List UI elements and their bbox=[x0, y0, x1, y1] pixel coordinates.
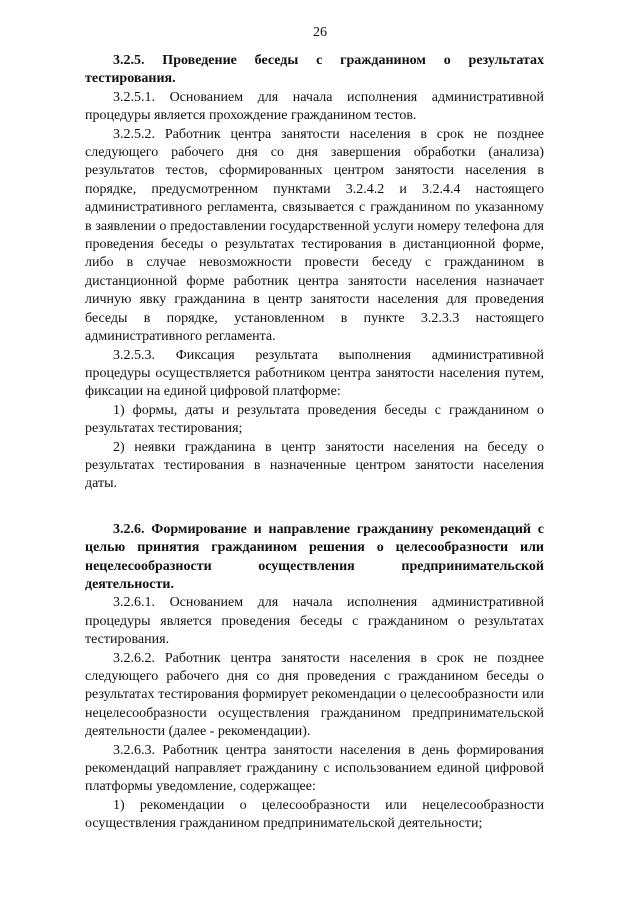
paragraph-3-2-6-1: 3.2.6.1. Основанием для начала исполнения административной процедуры является проведения беседы с гражданином о результатах тестирования. bbox=[85, 595, 544, 648]
list-item-3-2-5-3-1: 1) формы, даты и результата проведения беседы с гражданином о результатах тестирования; bbox=[85, 402, 544, 437]
section-spacer bbox=[85, 494, 544, 521]
list-item-3-2-6-3-1: 1) рекомендации о целесообразности или нецелесообразности осуществления гражданином предпринимательской деятельности; bbox=[85, 797, 544, 832]
paragraph-3-2-6-3: 3.2.6.3. Работник центра занятости населения в день формирования рекомендаций направляет гражданину с использованием единой цифровой платформы уведомление, содержащее: bbox=[85, 742, 544, 795]
paragraph-3-2-5-1: 3.2.5.1. Основанием для начала исполнения административной процедуры является прохождение гражданином тестов. bbox=[85, 89, 544, 124]
paragraph-3-2-6-2: 3.2.6.2. Работник центра занятости населения в срок не позднее следующего рабочего дня со дня проведения с гражданином беседы о результатах тестирования формирует рекомендации о целесообразности или нецелесообразности осуществления гражданином предпринимательской деятельности (далее - рекомендации). bbox=[85, 650, 544, 740]
page-number: 26 bbox=[313, 25, 327, 40]
section-heading-3-2-6: 3.2.6. Формирование и направление гражданину рекомендаций с целью принятия гражданином решения о целесообразности или нецелесообразности осуществления предпринимательской деятельности. bbox=[85, 521, 544, 592]
paragraph-3-2-5-3: 3.2.5.3. Фиксация результата выполнения административной процедуры осуществляется работником центра занятости населения путем, фиксации на единой цифровой платформе: bbox=[85, 347, 544, 400]
list-item-3-2-5-3-2: 2) неявки гражданина в центр занятости населения на беседу о результатах тестирования в назначенные центром занятости населения даты. bbox=[85, 439, 544, 492]
section-heading-3-2-5: 3.2.5. Проведение беседы с гражданином о результатах тестирования. bbox=[85, 53, 544, 87]
paragraph-3-2-5-2: 3.2.5.2. Работник центра занятости населения в срок не позднее следующего рабочего дня со дня завершения обработки (анализа) результатов тестов, сформированных центром занятости населения в порядке, предусмотренном пунктами 3.2.4.2 и 3.2.4.4 настоящего административного регламента, связывается с гражданином по указанному в заявлении о предоставлении государственной услуги номеру телефона для проведения беседы о результатах тестирования в дистанционной форме, либо в случае невозможности провести беседу с гражданином в дистанционной форме работник центра занятости населения назначает личную явку гражданина в центр занятости населения для проведения беседы в порядке, установленном в пункте 3.2.3.3 настоящего административного регламента. bbox=[85, 126, 544, 345]
document-body bbox=[85, 52, 544, 834]
